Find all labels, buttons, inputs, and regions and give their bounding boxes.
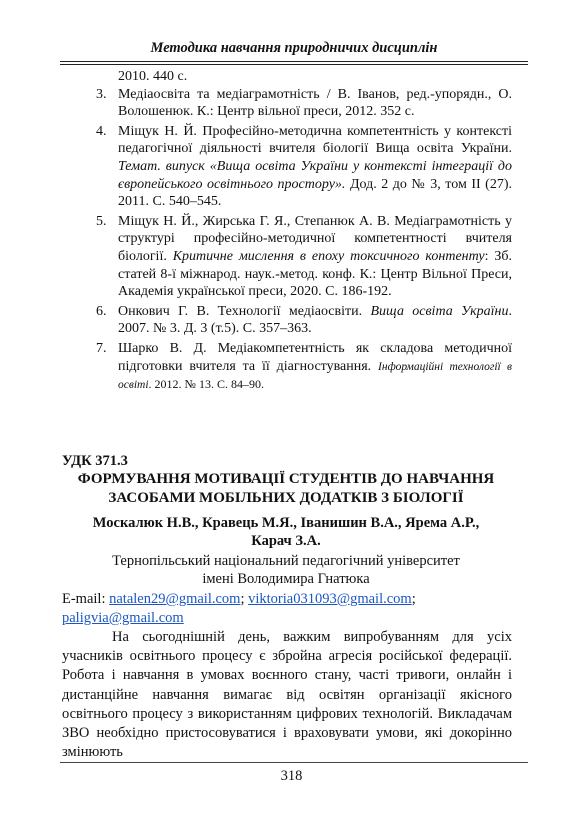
reference-text: Міщук Н. Й., Жирська Г. Я., Степанюк А. В. Медіаграмотність у структурі професійно-методичної компетентності вчителя біології.	[118, 213, 512, 264]
reference-number: 7.	[96, 340, 107, 356]
reference-text: Медіаосвіта та медіаграмотність / В. Іванов, ред.-упорядн., О. Волошенюк. К.: Центр вільної преси, 2012. 352 с.	[118, 86, 512, 120]
affiliation	[60, 552, 512, 588]
article-body-paragraph: На сьогоднішній день, важким випробуванням для усіх учасників освітнього процесу є збройна агресія російської федерації. Робота і навчання в умовах воєнного стану, часті тривоги, онлайн і дистанційне навчання вимагає від освітян організації якісного освітнього процесу з використанням цифрових технологій. Викладачам ЗВО необхідно пристосовуватися і враховувати умови, які докорінно змінюють	[62, 629, 512, 761]
reference-item	[60, 86, 512, 121]
udk-code: УДК 371.3	[62, 453, 128, 469]
reference-item	[60, 303, 512, 338]
article-title	[60, 470, 512, 508]
article-authors	[60, 514, 512, 550]
email-link[interactable]: natalen29@gmail.com	[109, 591, 241, 607]
reference-details: . 2012. № 13. С. 84–90.	[148, 377, 264, 392]
reference-details: . 2007. № 3. Д. 3 (т.5). С. 357–363.	[118, 303, 513, 337]
reference-text: Міщук Н. Й. Професійно-методична компетентність у контексті педагогічної діяльності вчителя біології Вища освіта України.	[118, 123, 512, 157]
reference-text: Онкович Г. В. Технології медіаосвіти.	[118, 303, 371, 319]
reference-item	[60, 340, 512, 395]
affiliation-line: імені Володимира Гнатюка	[202, 571, 370, 587]
reference-item	[60, 123, 512, 211]
authors-line: Карач З.А.	[251, 533, 321, 549]
running-header: Методика навчання природничих дисциплін	[150, 40, 438, 56]
article-title-line: ЗАСОБАМИ МОБІЛЬНИХ ДОДАТКІВ З БІОЛОГІЇ	[108, 490, 464, 506]
email-label: E-mail:	[62, 591, 110, 607]
reference-details: Дод. 2 до № 3, том ІІ (27). 2011. С. 540–545.	[118, 176, 512, 210]
page-number: 318	[280, 768, 303, 784]
reference-item	[60, 213, 512, 301]
authors-line: Москалюк Н.В., Кравець М.Я., Іванишин В.А., Ярема А.Р.,	[92, 515, 480, 531]
email-link[interactable]: viktoria031093@gmail.com	[248, 591, 412, 607]
reference-continuation: 2010. 440 с.	[118, 69, 188, 84]
affiliation-line: Тернопільський національний педагогічний університет	[112, 553, 460, 569]
reference-list	[60, 68, 512, 395]
reference-source-italic: Темат. випуск «Вища освіта України у контексті інтеграції до європейського освітнього простору».	[118, 158, 512, 192]
reference-details: : Зб. статей 8-ї міжнарод. наук.-метод. конф. К.: Центр Вільної Преси, Академія української преси, 2020. С. 186-192.	[118, 248, 513, 300]
reference-number: 5.	[96, 213, 107, 229]
reference-text: Шарко В. Д. Медіакомпетентність як складова методичної підготовки вчителя та її діагностування.	[118, 340, 512, 374]
reference-number: 3.	[96, 86, 107, 102]
header-rule-secondary	[60, 64, 528, 65]
reference-source-italic: Інформаційні технології в освіті	[118, 360, 512, 392]
reference-source-italic: Критичне мислення в епоху токсичного контенту	[172, 248, 485, 264]
footer-rule	[60, 762, 528, 763]
email-link[interactable]: paligvia@gmail.com	[62, 610, 184, 626]
header-rule	[60, 61, 528, 62]
article-title-line: ФОРМУВАННЯ МОТИВАЦІЇ СТУДЕНТІВ ДО НАВЧАННЯ	[77, 471, 495, 487]
reference-source-italic: Вища освіта України	[370, 303, 509, 319]
reference-number: 6.	[96, 303, 107, 319]
email-line: E-mail: natalen29@gmail.com; viktoria031093@gmail.com; paligvia@gmail.com	[62, 591, 416, 626]
reference-number: 4.	[96, 123, 107, 139]
